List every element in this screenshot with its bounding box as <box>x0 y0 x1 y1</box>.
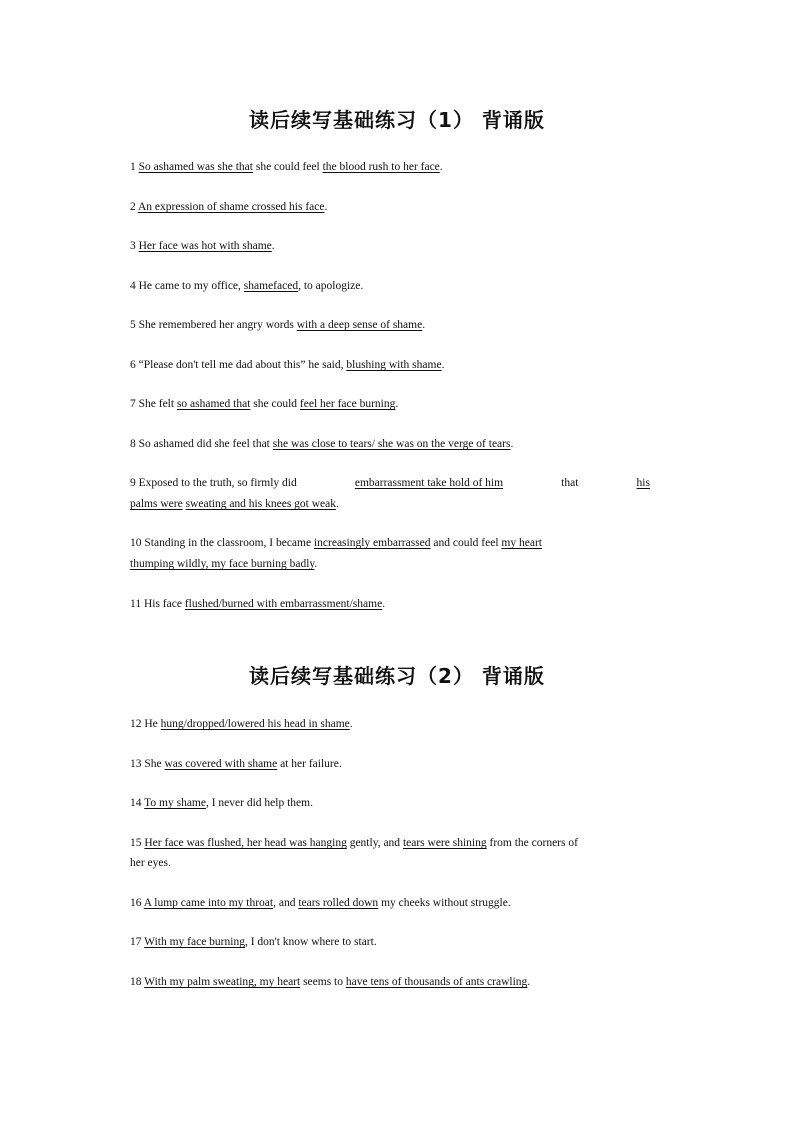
sentence-13 <box>130 754 666 774</box>
underlined-phrase: sweating and his knees got weak <box>185 498 336 510</box>
underlined-phrase: Her face was flushed, her head was hanging <box>144 837 347 849</box>
text: 8 So ashamed did she feel that <box>130 438 273 450</box>
sentence-7 <box>130 394 666 414</box>
underlined-phrase: increasingly embarrassed <box>313 537 431 549</box>
underlined-phrase: tears were shining <box>402 837 487 849</box>
sentence-10 <box>130 533 666 553</box>
sentence-9-line-2 <box>130 494 666 514</box>
text: her eyes. <box>130 857 171 869</box>
text: , to apologize. <box>298 280 364 292</box>
text: 1 <box>130 161 139 173</box>
text: . <box>439 161 443 173</box>
text: 14 <box>130 797 145 809</box>
text: 10 Standing in the classroom, I became <box>130 537 314 549</box>
sentence-10-line-2 <box>130 554 666 574</box>
text: . <box>510 438 514 450</box>
underlined-phrase: the blood rush to her face <box>322 161 440 173</box>
text: gently, and <box>346 837 403 849</box>
underlined-phrase: his <box>636 477 650 489</box>
underlined-phrase: With my face burning <box>144 936 245 948</box>
sentence-8 <box>130 434 666 454</box>
text: 6 “Please don't tell me dad about this” he said, <box>130 359 347 371</box>
underlined-phrase: hung/dropped/lowered his head in shame <box>160 718 350 730</box>
underlined-phrase: An expression of shame crossed his face <box>138 201 325 213</box>
underlined-phrase: she was close to tears/ she was on the verge of tears <box>272 438 511 450</box>
sentence-15-line-2 <box>130 853 666 873</box>
text: , and <box>273 897 299 909</box>
text: 3 <box>130 240 139 252</box>
underlined-phrase: blushing with shame <box>346 359 442 371</box>
text: . <box>324 201 328 213</box>
underlined-phrase: my heart <box>501 537 542 549</box>
text: . <box>422 319 426 331</box>
underlined-phrase: Her face was hot with shame <box>138 240 272 252</box>
underlined-phrase: To my shame <box>144 797 206 809</box>
text: . <box>349 718 353 730</box>
text: . <box>527 976 531 988</box>
text: and could feel <box>430 537 502 549</box>
underlined-phrase: With my palm sweating, my heart <box>144 976 301 988</box>
underlined-phrase: thumping wildly, my face burning badly <box>130 558 315 570</box>
text: 15 <box>130 837 145 849</box>
text: she could feel <box>252 161 323 173</box>
text: 11 His face <box>130 598 185 610</box>
text: 4 He came to my office, <box>130 280 244 292</box>
sentence-11 <box>130 594 666 614</box>
underlined-phrase: was covered with shame <box>164 758 278 770</box>
sentence-17 <box>130 932 666 952</box>
text: 2 <box>130 201 138 213</box>
text: , I never did help them. <box>205 797 313 809</box>
text: she could <box>250 398 300 410</box>
underlined-phrase: flushed/burned with embarrassment/shame <box>184 598 383 610</box>
underlined-phrase: with a deep sense of shame <box>296 319 423 331</box>
underlined-phrase: A lump came into my throat <box>143 897 274 909</box>
text: . <box>382 598 386 610</box>
sentence-15 <box>130 833 666 853</box>
text: 18 <box>130 976 145 988</box>
text: . <box>336 498 339 510</box>
section-2-title: 读后续写基础练习（2） 背诵版 <box>249 664 545 688</box>
underlined-phrase: shamefaced <box>243 280 299 292</box>
underlined-phrase: tears rolled down <box>298 897 379 909</box>
text: . <box>271 240 275 252</box>
text: 7 She felt <box>130 398 177 410</box>
sentence-3 <box>130 236 666 256</box>
underlined-phrase: have tens of thousands of ants crawling <box>345 976 528 988</box>
text: . <box>314 558 318 570</box>
text: from the corners of <box>486 837 578 849</box>
sentence-9-line-1 <box>130 473 650 493</box>
text: . <box>441 359 445 371</box>
sentence-4 <box>130 276 666 296</box>
text: at her failure. <box>277 758 342 770</box>
sentence-12 <box>130 714 666 734</box>
underlined-phrase: feel her face burning <box>299 398 396 410</box>
text: that <box>561 477 579 489</box>
text: 5 She remembered her angry words <box>130 319 297 331</box>
section-1-title: 读后续写基础练习（1） 背诵版 <box>249 108 545 132</box>
sentence-16 <box>130 893 666 913</box>
underlined-phrase: embarrassment take hold of him <box>354 477 504 489</box>
underlined-phrase: so ashamed that <box>176 398 251 410</box>
sentence-9 <box>130 473 666 493</box>
text: 9 Exposed to the truth, so firmly did <box>130 477 297 489</box>
sentence-1 <box>130 157 666 177</box>
text: 12 He <box>130 718 161 730</box>
text: . <box>395 398 399 410</box>
sentence-5 <box>130 315 666 335</box>
sentence-6 <box>130 355 666 375</box>
sentence-14 <box>130 793 666 813</box>
text: my cheeks without struggle. <box>378 897 511 909</box>
underlined-phrase: palms were <box>130 498 183 510</box>
underlined-phrase: So ashamed was she that <box>138 161 253 173</box>
sentence-18 <box>130 972 666 992</box>
sentence-2 <box>130 197 666 217</box>
text: 13 She <box>130 758 165 770</box>
text: 17 <box>130 936 145 948</box>
text: seems to <box>300 976 346 988</box>
text: 16 <box>130 897 144 909</box>
text: , I don't know where to start. <box>244 936 377 948</box>
